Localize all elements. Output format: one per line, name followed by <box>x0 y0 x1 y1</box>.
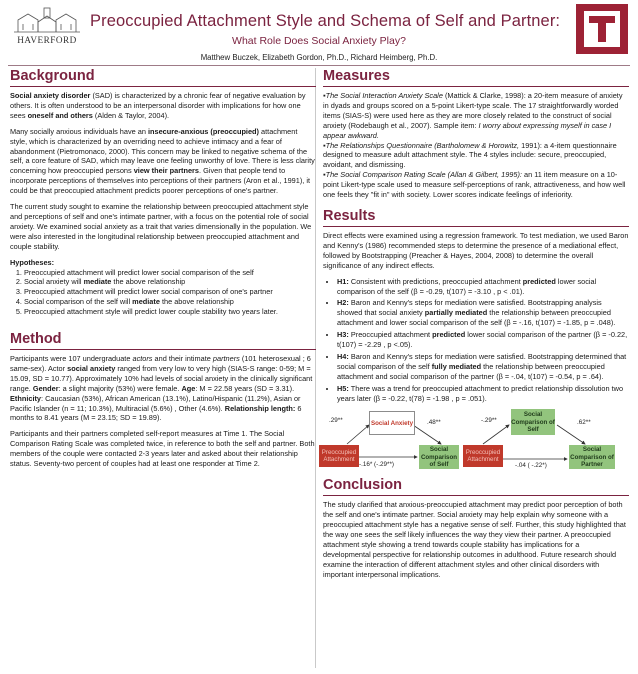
path-a-coef-1: .29** <box>329 417 343 425</box>
hypothesis-item: 3. Preoccupied attachment will predict lower social comparison of one's partner <box>24 287 316 297</box>
results-heading: Results <box>323 208 629 227</box>
path-b-coef-2: .62** <box>577 419 591 427</box>
poster-subtitle: What Role Does Social Anxiety Play? <box>232 35 406 47</box>
hypothesis-item: 2. Social anxiety will mediate the above relationship <box>24 277 316 287</box>
haverford-logo <box>8 6 86 46</box>
background-paragraph-2: Many socially anxious individuals have an insecure-anxious (preoccupied) attachment style, which is characterized by an overriding need to achieve intimacy and a fear of abandonment (Pietromonaco, 2000). This concern may be linked to negative schema of the self, a core feature of SAD, which may leave one feeling unworthy of love. There is less clarity concerning how preoccupied persons view their partners. Given that people tend to incorporate perceptions of themselves into perceptions of their partners (Aron et al., 1991), it could be that preoccupied attachment predicts poorer perceptions of one's partner. <box>10 126 315 196</box>
outcome-partner-box: Social Comparison of Partner <box>570 446 614 469</box>
haverford-wordmark: HAVERFORD <box>17 35 77 45</box>
conclusion-heading: Conclusion <box>323 477 629 496</box>
hypothesis-item: 4. Social comparison of the self will mediate the above relationship <box>24 297 316 307</box>
method-paragraph-2: Participants and their partners completed self-report measures at Time 1. The Social Comparison Rating Scale was completed twice, in reference to both the self and partner. Both members of the couple were contacted 2-3 years later and asked about their relationship status. Seventy-two percent of couples had at least one responder at Time 2. <box>10 429 315 469</box>
path-a-coef-2: -.29** <box>481 417 497 425</box>
mediator-social-anxiety-box: Social Anxiety <box>369 411 415 435</box>
results-list <box>323 277 629 404</box>
building-icon <box>8 6 86 46</box>
hypothesis-item: 5. Preoccupied attachment style will predict lower couple stability two years later. <box>24 307 316 317</box>
temple-logo <box>576 4 628 54</box>
background-paragraph-3: The current study sought to examine the relationship between preoccupied attachment style and perceptions of self and one's intimate partner, with a focus on the potential role of social anxiety. We examined social anxiety as a trait that varies dimensionally in the population. We were also interested in the longitudinal relationship between preoccupied attachment and couple stability. <box>10 202 312 251</box>
measure-item: ▪The Relationships Questionnaire (Bartholomew & Horowitz, 1991): a 4-item questionnaire designed to measure adult attachment style. The 4 styles include: secure, preoccupied, avoidant, and dismissing. <box>323 140 617 170</box>
hypothesis-item: 1. Preoccupied attachment will predict lower social comparison of the self <box>24 268 316 278</box>
hypotheses-list <box>10 268 316 318</box>
hypotheses-heading: Hypotheses: <box>10 257 55 267</box>
result-item: • H4: Baron and Kenny's steps for mediation were satisfied. Bootstrapping determined that social comparison of the self fully mediated the relationship between preoccupied attachment and social comparison of the partner (β = -.04, t(107) = -0.54, p = .64). <box>337 352 629 382</box>
poster-authors: Matthew Buczek, Elizabeth Gordon, Ph.D., Richard Heimberg, Ph.D. <box>200 53 438 62</box>
mediator-self-box: Social Comparison of Self <box>511 409 555 435</box>
method-paragraph-1: Participants were 107 undergraduate actors and their intimate partners (101 heterosexual ; 6 same-sex). Actor social anxiety ranged from very low to very high (SIAS-S range: 0-59; M = 15.09, SD = 10.77). Approximately 10% had levels of social anxiety in the clinically significant range. Gender: a slight majority (53%) were female. Age: M = 22.58 years (SD = 3.31). Ethnicity: Caucasian (53%), African American (13.1%), Latino/Hispanic (11.2%), Asian or Pacific Islander (n = 11; 10.3%), Multiracial (5.6%) , Other (4.6%). Relationship length: 6 months to 8.41 years (M = 23.15; SD = 19.89). <box>10 354 313 423</box>
result-item: • H1: Consistent with predictions, preoccupied attachment predicted lower social comparison of the self (β = -0.29, t(107) = -3.10 , p < .01). <box>337 277 629 297</box>
results-intro: Direct effects were examined using a regression framework. To test mediation, we used Baron and Kenny's (1986) recommended steps to determine the presence of a mediational effect, followed by Bootstrapping (Preacher & Hayes, 2004, 2008) to determine the overall significance of any indirect effects. <box>323 230 629 270</box>
background-paragraph-1: Social anxiety disorder (SAD) is characterized by a chronic fear of negative evaluation by others. It is often understood to be an interpersonal disorder with implications for how one sees oneself and others (Alden & Taylor, 2004). <box>10 91 306 120</box>
predictor-box-2: Preoccupied Attachment <box>463 445 503 467</box>
path-b-coef-1: .48** <box>427 419 441 427</box>
background-heading: Background <box>10 68 316 87</box>
outcome-self-box-1: Social Comparison of Self <box>420 446 458 469</box>
conclusion-paragraph: The study clarified that anxious-preoccupied attachment may predict poor perception of both the self and one's intimate partner. Social anxiety may help explain why someone with a preoccupied attachment style has a negative sense of self. Further, this study highlighted that the way one sees the self likely influences the way they view their partner. A preoccupied attachment style showing a trend towards couple stability has implications for a developmental perspective for relationship outcomes in adulthood. Future research should examine the interaction of different attachment styles and other clinical disorders with important interpersonal implications. <box>323 500 626 579</box>
measures-heading: Measures <box>323 68 629 87</box>
measure-item: ▪The Social Interaction Anxiety Scale (Mattick & Clarke, 1998): a 20-item measure of anxiety in dyads and groups scored on a 5-point Likert-type scale. The 17 straightforwardly worded items (SIAS-S) were used here as they are more closely related to the construct of social anxiety (Rodebaugh et al., 2007). Sample item: I worry about expressing myself in case I appear awkward. <box>323 91 623 140</box>
measure-item: ▪The Social Comparison Rating Scale (Allan & Gilbert, 1995): an 11 item measure on a 10-point Likert-type scale used to measure self-perceptions of rank, attractiveness, and how well one feels they "fit in" with society. Lower scores indicate feelings of inferiority. <box>323 170 626 200</box>
left-column <box>10 68 316 475</box>
result-item: • H2: Baron and Kenny's steps for mediation were satisfied. Bootstrapping analysis showed that social anxiety partially mediated the relationship between preoccupied attachment and lower social comparison of the self (β = -.16, t(107) = -1.85, p = .048). <box>337 298 629 328</box>
path-c-coef-2: -.04 ( -.22*) <box>515 462 547 470</box>
right-column <box>323 68 629 586</box>
poster-title: Preoccupied Attachment Style and Schema of Self and Partner: <box>90 12 561 30</box>
predictor-box-1: Preoccupied Attachment <box>319 445 359 467</box>
method-heading: Method <box>10 331 316 350</box>
header-divider <box>8 65 630 66</box>
result-item: • H3: Preoccupied attachment predicted lower social comparison of the partner (β = -0.22, t(107) = -2.29 , p <.05). <box>337 330 629 350</box>
path-c-coef-1: -.16* (-.29**) <box>359 461 394 469</box>
result-item: • H5: There was a trend for preoccupied attachment to predict relationship dissolution two years later (β = -0.22, t(78) = -1.98 , p = .051). <box>337 384 629 404</box>
mediation-diagrams <box>323 409 629 469</box>
